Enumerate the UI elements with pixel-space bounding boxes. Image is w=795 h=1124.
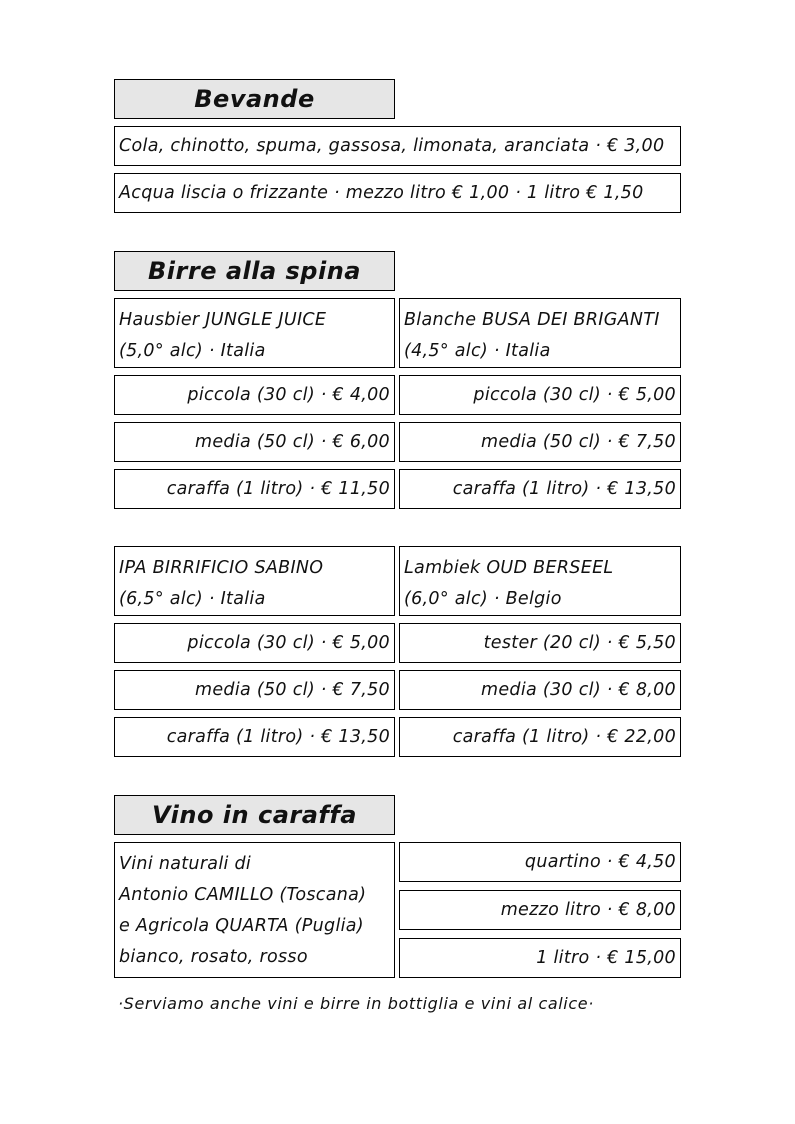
vino-line: bianco, rosato, rosso (119, 947, 308, 967)
price-row: media (50 cl) · € 7,50 (399, 422, 681, 462)
price-row: caraffa (1 litro) · € 13,50 (399, 469, 681, 509)
beer-info: (6,5° alc) · Italia (119, 589, 266, 609)
price-row: caraffa (1 litro) · € 11,50 (114, 469, 395, 509)
beer-name: IPA BIRRIFICIO SABINO (119, 558, 324, 578)
vino-description (114, 842, 395, 978)
vino-price-quartino: quartino · € 4,50 (399, 842, 681, 882)
price-row: media (30 cl) · € 8,00 (399, 670, 681, 710)
vino-price-mezzo-litro: mezzo litro · € 8,00 (399, 890, 681, 930)
price-row: piccola (30 cl) · € 5,00 (114, 623, 395, 663)
vino-line: e Agricola QUARTA (Puglia) (119, 916, 364, 936)
beer-ipa-sabino (114, 546, 395, 616)
beer-info: (4,5° alc) · Italia (404, 341, 551, 361)
beer-name: Lambiek OUD BERSEEL (404, 558, 614, 578)
price-row: piccola (30 cl) · € 4,00 (114, 375, 395, 415)
price-row: media (50 cl) · € 6,00 (114, 422, 395, 462)
vino-line: Vini naturali di (119, 854, 252, 874)
vino-line: Antonio CAMILLO (Toscana) (119, 885, 367, 905)
price-row: caraffa (1 litro) · € 22,00 (399, 717, 681, 757)
bevande-row-bibite: Cola, chinotto, spuma, gassosa, limonata, aranciata · € 3,00 (114, 126, 681, 166)
beer-info: (5,0° alc) · Italia (119, 341, 266, 361)
beer-busa-dei-briganti (399, 298, 681, 368)
price-row: piccola (30 cl) · € 5,00 (399, 375, 681, 415)
bevande-row-acqua: Acqua liscia o frizzante · mezzo litro € 1,00 · 1 litro € 1,50 (114, 173, 681, 213)
footer-note: ·Serviamo anche vini e birre in bottiglia e vini al calice· (118, 994, 594, 1013)
beer-oud-berseel (399, 546, 681, 616)
beer-name: Hausbier JUNGLE JUICE (119, 310, 327, 330)
beer-info: (6,0° alc) · Belgio (404, 589, 562, 609)
price-row: caraffa (1 litro) · € 13,50 (114, 717, 395, 757)
beer-name: Blanche BUSA DEI BRIGANTI (404, 310, 660, 330)
vino-price-litro: 1 litro · € 15,00 (399, 938, 681, 978)
price-row: media (50 cl) · € 7,50 (114, 670, 395, 710)
birre-header: Birre alla spina (114, 251, 395, 291)
beer-jungle-juice (114, 298, 395, 368)
bevande-header: Bevande (114, 79, 395, 119)
price-row: tester (20 cl) · € 5,50 (399, 623, 681, 663)
vino-header: Vino in caraffa (114, 795, 395, 835)
